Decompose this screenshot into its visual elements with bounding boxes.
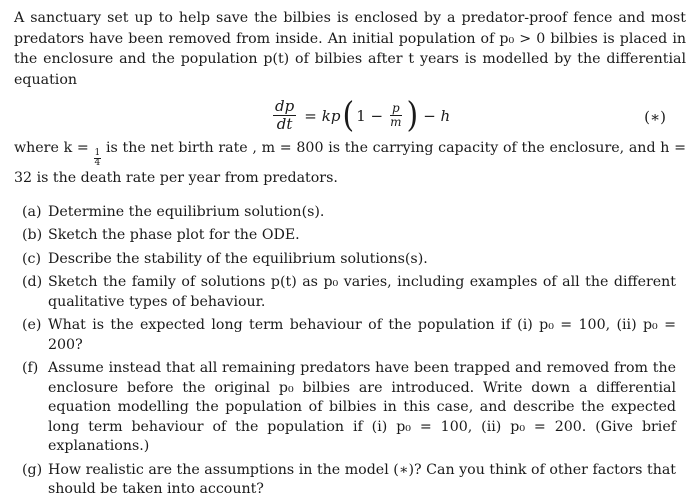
open-paren: ( <box>342 94 355 136</box>
question-b <box>14 226 686 246</box>
minus-h-term: − h <box>423 106 451 125</box>
intro-paragraph: A sanctuary set up to help save the bilbies is enclosed by a predator-proof fence and most predators have been removed from inside. An initial population of p₀ > 0 bilbies is placed in the enclosure and the population p(t) of bilbies after t years is modelled by the differential equation <box>14 10 686 88</box>
k-denominator: 4 <box>94 158 101 168</box>
question-label: (a) <box>22 203 42 220</box>
k-numerator: 1 <box>94 148 101 158</box>
params-pre: where k = <box>14 140 89 156</box>
derivative-denominator: dt <box>276 115 293 133</box>
differential-equation <box>14 92 686 138</box>
p-numerator: p <box>391 101 400 115</box>
one-minus: 1 − <box>356 106 384 125</box>
close-paren: ) <box>406 94 419 136</box>
question-label: (f) <box>22 360 39 376</box>
k-fraction <box>94 149 102 168</box>
question-a <box>14 203 686 223</box>
question-f <box>14 359 686 457</box>
p-over-m-fraction <box>388 102 403 129</box>
question-label: (g) <box>22 461 43 478</box>
question-list <box>14 203 686 500</box>
question-text: Sketch the family of solutions p(t) as p₀ varies, including examples of all the different qualitative types of behaviour. <box>48 274 676 310</box>
m-denominator: m <box>390 115 402 129</box>
question-c <box>14 250 686 270</box>
question-text: Assume instead that all remaining predators have been trapped and removed from the enclosure before the original p₀ bilbies are introduced. Write down a differential equation modelling the population of bilbies in this case, and describe the expected long term behaviour of the population if (i) p₀ = 100, (ii) p₀ = 200. (Give brief explanations.) <box>48 360 676 454</box>
params-post: is the net birth rate , m = 800 is the carrying capacity of the enclosure, and h = 32 is the death rate per year from predators. <box>14 140 686 186</box>
question-text: What is the expected long term behaviour of the population if (i) p₀ = 100, (ii) p₀ = 200? <box>48 317 676 353</box>
question-text: Determine the equilibrium solution(s). <box>48 203 325 220</box>
parameters-paragraph <box>14 138 686 189</box>
question-label: (b) <box>22 227 43 243</box>
question-label: (d) <box>22 274 43 290</box>
question-d <box>14 273 686 312</box>
equals-sign: = <box>304 106 317 125</box>
question-e <box>14 316 686 355</box>
equation-body <box>270 94 451 136</box>
derivative-fraction <box>273 98 296 133</box>
derivative-numerator: dp <box>275 97 295 115</box>
question-text: Sketch the phase plot for the ODE. <box>48 227 300 243</box>
question-label: (c) <box>22 250 42 267</box>
question-g <box>14 461 686 500</box>
kp-term: kp <box>321 106 341 125</box>
question-text: How realistic are the assumptions in the model (∗)? Can you think of other factors that should be taken into account? <box>48 461 676 497</box>
question-text: Describe the stability of the equilibrium solutions(s). <box>48 250 428 267</box>
equation-tag: (∗) <box>644 108 666 126</box>
question-label: (e) <box>22 317 42 333</box>
